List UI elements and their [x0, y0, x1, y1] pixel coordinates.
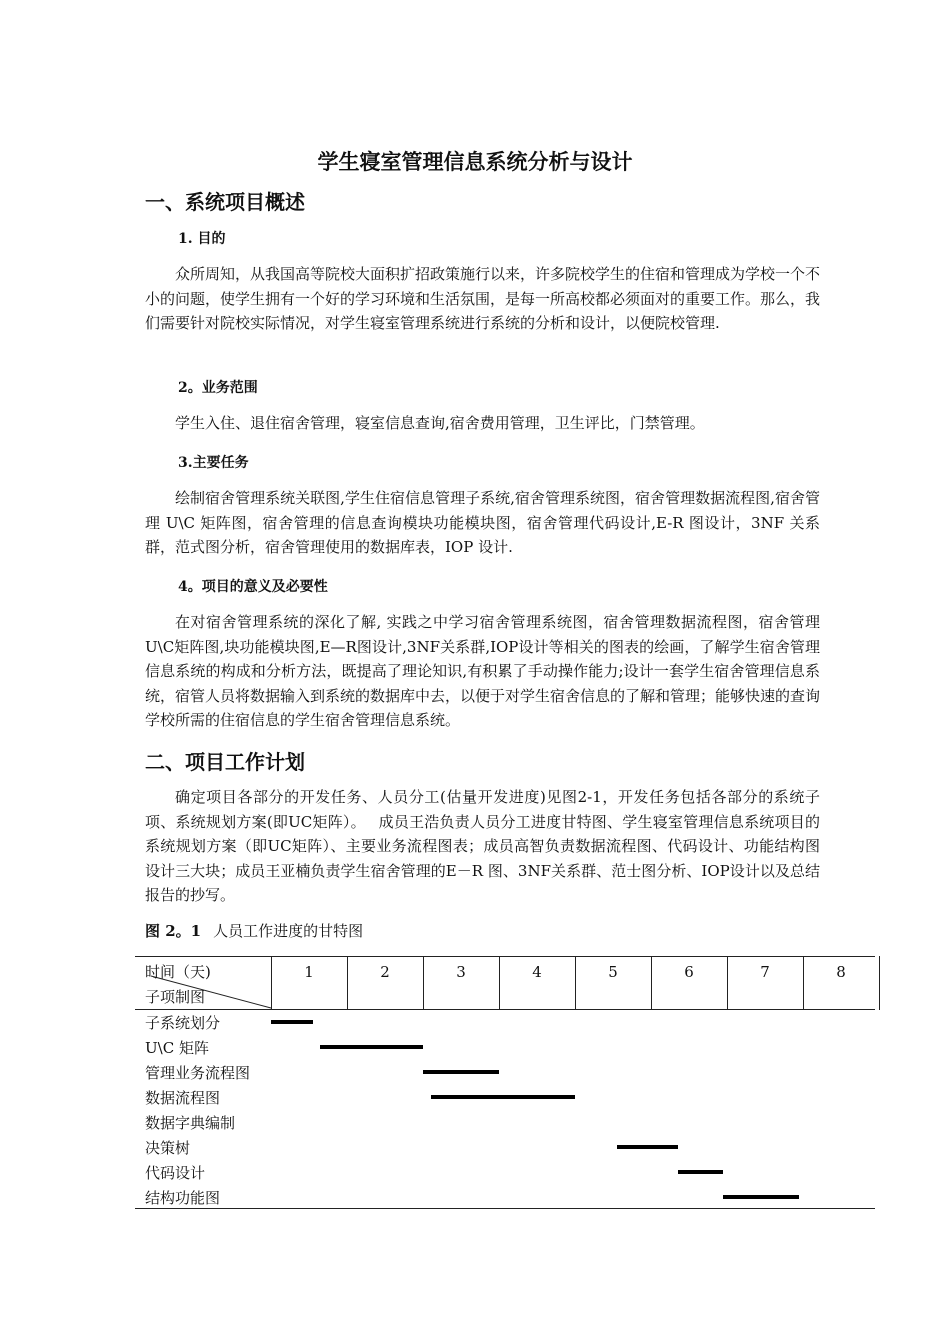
gantt-day-label: 8: [836, 963, 846, 981]
gantt-header-item: 子项制图: [145, 988, 206, 1006]
section2-paragraph: 确定项目各部分的开发任务、人员分工(估量开发进度)见图2-1，开发任务包括各部分的系统子项、系统规划方案(即UC矩阵）。 成员王浩负责人员分工进度甘特图、学生寝室管理信息系统项目的系统规划方案（即UC矩阵）、主要业务流程图表；成员高智负责数据流程图、代码设计、功能结构图设计三大块；成员王亚楠负责学生宿舍管理的E－R 图、3NF关系群、范士图分析、IOP设计以及总结报告的抄写。: [145, 788, 820, 904]
gantt-day-label: 7: [760, 963, 770, 981]
section1-heading: 一、系统项目概述: [145, 190, 305, 214]
gantt-task-label: U\C 矩阵: [145, 1039, 209, 1057]
gantt-day-label: 5: [608, 963, 618, 981]
gantt-day-label: 3: [456, 963, 466, 981]
gantt-day-label: 1: [304, 963, 314, 981]
figure-label: 图 2。1: [145, 922, 202, 940]
purpose-paragraph: 众所周知，从我国高等院校大面积扩招政策施行以来，许多院校学生的住宿和管理成为学校一个不小的问题，使学生拥有一个好的学习环境和生活氛围，是每一所高校都必须面对的重要工作。那么，我们需要针对院校实际情况，对学生寝室管理系统进行系统的分析和设计，以便院校管理.: [145, 265, 821, 332]
gantt-bottom-rule: [135, 1208, 875, 1209]
gantt-column-rule: [879, 956, 880, 1010]
gantt-bar: [271, 1020, 313, 1024]
gantt-day-label: 2: [380, 963, 390, 981]
gantt-task-label: 数据流程图: [145, 1089, 221, 1107]
gantt-day-label: 4: [532, 963, 542, 981]
document-title: 学生寝室管理信息系统分析与设计: [317, 149, 633, 174]
gantt-task-label: 决策树: [145, 1139, 191, 1157]
gantt-bar: [423, 1070, 499, 1074]
gantt-task-label: 数据字典编制: [145, 1114, 236, 1132]
tasks-heading: 3.主要任务: [178, 455, 249, 471]
gantt-bar: [723, 1195, 799, 1199]
gantt-bar: [320, 1045, 423, 1049]
gantt-task-label: 代码设计: [145, 1164, 206, 1182]
tasks-paragraph: 绘制宿舍管理系统关联图,学生住宿信息管理子系统,宿舍管理系统图，宿舍管理数据流程图,宿舍管理 U\C 矩阵图，宿舍管理的信息查询模块功能模块图，宿舍管理代码设计,E-R 图设计，3NF 关系群，范式图分析，宿舍管理使用的数据库表，IOP 设计.: [145, 489, 820, 556]
figure-caption-text: 人员工作进度的甘特图: [213, 922, 364, 940]
gantt-chart: [135, 956, 875, 1210]
gantt-bar: [431, 1095, 575, 1099]
gantt-task-label: 结构功能图: [145, 1189, 221, 1207]
significance-paragraph: 在对宿舍管理系统的深化了解, 实践之中学习宿舍管理系统图，宿舍管理数据流程图，宿舍管理U\C矩阵图,块功能模块图,E—R图设计,3NF关系群,IOP设计等相关的图表的绘画，了解学生宿舍管理信息系统的构成和分析方法，既提高了理论知识,有积累了手动操作能力;设计一套学生宿舍管理信息系统，宿管人员将数据输入到系统的数据库中去，以便于对学生宿舍信息的了解和管理；能够快速的查询学校所需的住宿信息的学生宿舍管理信息系统。: [145, 613, 821, 729]
gantt-header-time: 时间（天): [145, 963, 211, 981]
gantt-task-label: 管理业务流程图: [145, 1064, 251, 1082]
gantt-day-label: 6: [684, 963, 694, 981]
figure-caption: [145, 920, 363, 941]
scope-paragraph: 学生入住、退住宿舍管理，寝室信息查询,宿舍费用管理，卫生评比，门禁管理。: [175, 414, 705, 432]
gantt-task-label: 子系统划分: [145, 1014, 221, 1032]
purpose-heading: 1. 目的: [178, 231, 226, 247]
significance-heading: 4。项目的意义及必要性: [178, 579, 328, 595]
gantt-bar: [678, 1170, 724, 1174]
scope-heading: 2。业务范围: [178, 380, 258, 396]
section2-heading: 二、项目工作计划: [145, 750, 305, 774]
gantt-bar: [617, 1145, 678, 1149]
